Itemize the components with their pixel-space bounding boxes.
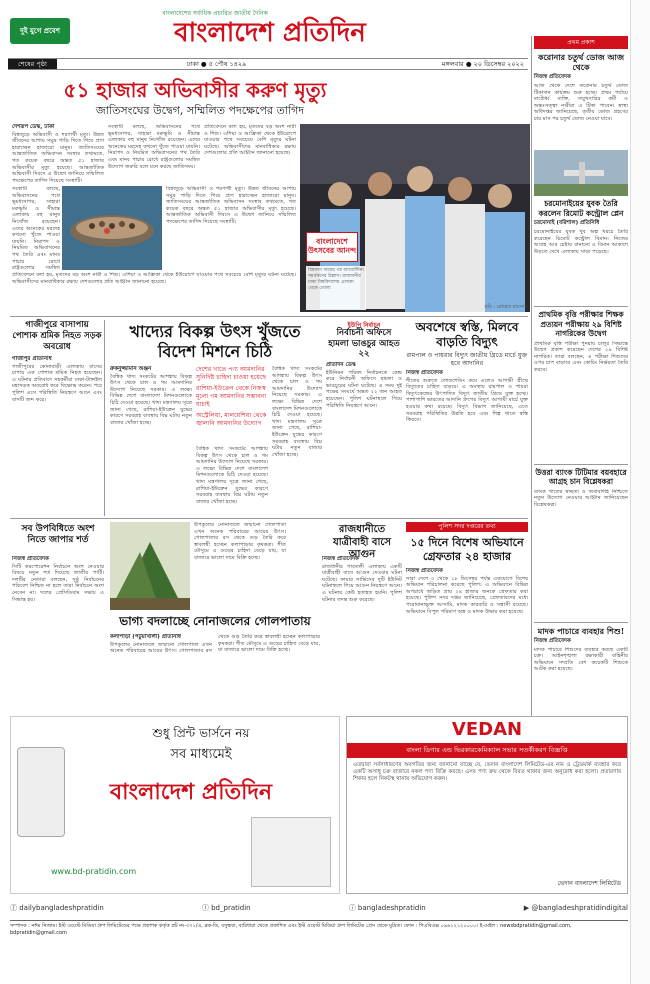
- lead-body-col3: [204, 124, 296, 184]
- police-kicker: [406, 522, 528, 532]
- food-bullet: অস্ট্রেলিয়া, মালয়েশিয়া থেকে জ্বালানি আমদানির উদ্যোগ: [196, 412, 267, 427]
- police-paragraph: সারা দেশে ৩ থেকে ১৮ ডিসেম্বর পর্যন্ত একযোগে বিশেষ অভিযান পরিচালনা করেছে পুলিশ। এ অভিযানে বিভিন্ন অপরাধে জড়িত প্রায় ২৪ হাজার জনকে গ্রেফতার করা হয়েছে। পুলিশ সদর দপ্তর জানিয়েছে, গ্রেফতারদের মধ্যে পরোয়ানাভুক্ত আসামি, মাদক কারবারি ও সন্ত্রাসী রয়েছে। অভিযানে বিপুল পরিমাণ অস্ত্র ও মাদক উদ্ধার করা হয়েছে।: [406, 575, 528, 615]
- golpata-paragraph: উপকূলের নোনাজলে জন্মানো গোলপাতা এখন অনেক পরিবারের আয়ের উৎস। গোলপাতার রস থেকে গুড় তৈরি করে স্বাবলম্বী হচ্ছেন কলাপাড়ার কৃষকরা। শীত মৌসুমে এ গুড়ের চাহিদা বেড়ে যায়, যা বাজারে ভালো দামে বিক্রি হচ্ছে।: [110, 634, 320, 655]
- footer-imprint: [10, 920, 628, 940]
- food-body-col2: [196, 446, 268, 516]
- celebration-box: [306, 232, 358, 262]
- migrant-boat-photo: [62, 186, 162, 270]
- ec-body: [326, 362, 402, 516]
- lead-paragraph: প্রতিবেদনে বলা হয়, মৃতদের বড় অংশ নারী ও শিশু। এশিয়া ও আফ্রিকা থেকে ইউরোপে যাওয়ার পথে সবচেয়ে বেশি মৃত্যুর ঘটনা ঘটেছে। অভিবাসীদের মানবাধিকার রক্ষায় দেশগুলোর প্রতি আহ্বান জানানো হয়েছে।: [204, 124, 296, 157]
- vedan-body: এতদ্বারা সর্বসাধারণের অবগতির জন্য জানানো যাচ্ছে যে, ভেদান বাংলাদেশ লিমিটেড-এর নাম ও ট্রেডমার্ক ব্যবহার করে একটি অসাধু চক্র বাজারে নকল পণ্য বিক্রি করছে। এসব পণ্য ক্রয় থেকে বিরত থাকার জন্য অনুরোধ করা হলো। প্রতারণার শিকার হলে নিকটস্থ থানায় অভিযোগ করুন।: [353, 762, 621, 782]
- lead-paragraph: বিশ্বজুড়ে অভিবাসী ও শরণার্থী মৃত্যু। উন্নত জীবনের আশায় সমুদ্র পাড়ি দিতে গিয়ে প্রাণ হারাচ্ছেন হাজারো মানুষ। জাতিসংঘের আন্তর্জাতিক অভিবাসন সংস্থার তথ্যমতে, গত কয়েক বছরে অন্তত ৫১ হাজার অভিবাসীর মৃত্যু হয়েছে। আন্তর্জাতিক অভিবাসী দিবসে এ উদ্বেগ জানিয়ে সম্মিলিত পদক্ষেপের তাগিদ দিয়েছে সংস্থাটি।: [166, 186, 296, 225]
- golpata-headline[interactable]: ভাগ্য বদলাচ্ছে নোনাজলের গোলপাতায়: [119, 614, 311, 628]
- japa-headline[interactable]: সব উপবিধিতে অংশ নিতে জাপার শর্ত: [21, 524, 95, 545]
- lead-byline: দেশরূপ ডেস্ক, ঢাকা: [12, 124, 55, 130]
- vedan-title: বাংলা ডিগার এন্ড ভিরকারকেমিক্যাল সভার সতর্কীকরণ বিজ্ঞপ্তি: [347, 743, 627, 758]
- police-kicker-text: পুলিশ সদর দপ্তরের তথ্য: [438, 523, 496, 530]
- japa-byline: নিজস্ব প্রতিবেদক: [12, 556, 49, 562]
- sidebar-item4-title[interactable]: উত্তরা ব্যাংক টিটিমার বয়বহারে আগ্রহ চান বিশ্লেষকরা: [535, 467, 627, 486]
- lead-headline[interactable]: ৫১ হাজার অভিবাসীর করুণ মৃত্যু: [63, 78, 327, 102]
- ec-paragraph: ইউনিয়ন পরিষদ নির্বাচনকে কেন্দ্র করে নির্বাচনী অফিসে হামলা ও ভাঙচুরের ঘটনা ঘটেছে। এ সময় দুই পক্ষের সংঘর্ষে অন্তত ২২ জন আহত হয়েছেন। পুলিশ ঘটনাস্থলে গিয়ে পরিস্থিতি নিয়ন্ত্রণে আনে।: [326, 369, 402, 409]
- ec-byline: প্রতিদিন ডেস্ক: [326, 362, 356, 368]
- dateline: ঢাকা ● ৫ পৌষ ১৪২৯: [186, 59, 247, 68]
- instagram-icon: ⓘ: [348, 904, 358, 912]
- police-headline[interactable]: ১৫ দিনে বিশেষ অভিযানে গ্রেফতার ২৪ হাজার: [410, 536, 524, 563]
- golpata-paragraph: উপকূলের নোনাজলে জন্মানো গোলপাতা এখন অনেক পরিবারের আয়ের উৎস। গোলপাতার রস থেকে গুড় তৈরি করে স্বাবলম্বী হচ্ছেন কলাপাড়ার কৃষকরা। শীত মৌসুমে এ গুড়ের চাহিদা বেড়ে যায়, যা বাজারে ভালো দামে বিক্রি হচ্ছে।: [194, 522, 286, 561]
- bus-headline[interactable]: রাজধানীতে যাত্রীবাহী বাসে আগুন: [332, 524, 392, 560]
- celebration-box-text: বাংলাদেশে উৎসবের আনন্দ: [308, 237, 356, 255]
- food-paragraph: বৈশ্বিক খাদ্য সংকটের আশঙ্কায় বিকল্প উৎস থেকে চাল ও গম আমদানির উদ্যোগ নিয়েছে সরকার। এ লক্ষ্যে বিভিন্ন দেশে বাংলাদেশ মিশনগুলোকে চিঠি দেওয়া হয়েছে। খাদ্য মন্ত্রণালয় সূত্রে জানা গেছে, রাশিয়া-ইউক্রেন যুদ্ধের কারণে সরবরাহ ব্যবস্থায় বিঘ্ন ঘটায় নতুন বাজার খোঁজা হচ্ছে।: [110, 373, 192, 426]
- twitter-icon: ⓣ: [201, 904, 212, 912]
- celebration-caption: [306, 266, 366, 310]
- tagline: বাংলাদেশের সর্বাধিক প্রচারিত জাতীয় দৈনিক: [162, 10, 268, 17]
- garment-paragraph: গাজীপুরের কোনাবাড়ী এলাকায় বাসের চাপায় এক পোশাক শ্রমিক নিহত হয়েছেন। এ ঘটনার প্রতিবাদে সহকর্মীরা ঢাকা-টাঙ্গাইল মহাসড়ক অবরোধ করে বিক্ষোভ করেন। পরে পুলিশ এসে পরিস্থিতি নিয়ন্ত্রণে আনে এবং বাসটি জব্দ করে।: [12, 363, 102, 403]
- food-body-col3: [272, 366, 322, 516]
- lead-wrap-right: [166, 186, 296, 270]
- twitter-handle: bd_pratidin: [211, 904, 251, 912]
- sidebar-item5-byline: নিজস্ব প্রতিবেদক: [534, 637, 571, 644]
- boat-illustration: [62, 186, 162, 270]
- food-bullets: [196, 366, 268, 442]
- sidebar-item3-title[interactable]: প্রাথমিক বৃত্তি পরীক্ষার শিক্ষক প্রত্যয়ন পরীক্ষায় ২৯ বিশিষ্ট নাগরিকের উদ্বেগ: [538, 310, 624, 338]
- sidebar-item1-body: আজ থেকে দেশে করোনার চতুর্থ ডোজ টিকাদান কার্যক্রম শুরু হচ্ছে। প্রথম পর্যায়ে ষাটোর্ধ্ব ব্যক্তি, সম্মুখসারির কর্মী ও অন্তঃসত্ত্বা নারীরা এ টিকা পাবেন। স্বাস্থ্য অধিদপ্তর জানিয়েছে, তৃতীয় ডোজ গ্রহণের চার মাস পর চতুর্থ ডোজ নেওয়া যাবে।: [534, 83, 628, 122]
- police-body: [406, 568, 528, 712]
- masthead-logo[interactable]: বাংলাদেশ প্রতিদিন: [174, 18, 366, 48]
- palm-illustration: [110, 522, 190, 610]
- power-byline: নিজস্ব প্রতিবেদক: [406, 370, 443, 376]
- promo-devices: [251, 817, 331, 887]
- lead-wrap-left: [12, 186, 60, 270]
- anniversary-text: দুই যুগে প্রবেশ: [20, 27, 60, 35]
- sidebar-tag: প্রথম প্রকাশ: [534, 36, 628, 49]
- police-byline: নিজস্ব প্রতিবেদক: [406, 568, 443, 574]
- promo-logo: বাংলাদেশ প্রতিদিন: [109, 779, 273, 805]
- bus-byline: নিজস্ব প্রতিবেদক: [322, 556, 359, 562]
- food-bullet: রাশিয়া-ইউক্রেন থেকে নিজস্ব মূল্যে গম আমদানির সম্ভাবনা যাচাই: [196, 385, 266, 408]
- youtube-icon: ▶: [523, 904, 532, 912]
- twitter-link[interactable]: [202, 903, 251, 913]
- sidebar: [534, 36, 628, 756]
- food-paragraph: বৈশ্বিক খাদ্য সংকটের আশঙ্কায় বিকল্প উৎস থেকে চাল ও গম আমদানির উদ্যোগ নিয়েছে সরকার। এ লক্ষ্যে বিভিন্ন দেশে বাংলাদেশ মিশনগুলোকে চিঠি দেওয়া হয়েছে। খাদ্য মন্ত্রণালয় সূত্রে জানা গেছে, রাশিয়া-ইউক্রেন যুদ্ধের কারণে সরবরাহ ব্যবস্থায় বিঘ্ন ঘটায় নতুন বাজার খোঁজা হচ্ছে।: [272, 366, 322, 458]
- power-subhead: রামপাল ও পায়রার বিদ্যুৎ জাতীয় গ্রিডে মার্চে যুক্ত হবে আদানির: [406, 352, 528, 367]
- sidebar-item2-byline: চরমোনাই (বরিশাল) প্রতিনিধি: [534, 220, 600, 226]
- column-divider: [104, 320, 105, 516]
- vedan-signature: ভেদান বাংলাদেশ লিমিটেড: [557, 880, 621, 887]
- photo-caption: বিশ্বকাপ জয়ের পর আর্জেন্টিনা সমর্থকদের উল্লাস। রাজধানীর ঢাকা বিশ্ববিদ্যালয় এলাকা থেকে তোলা: [308, 268, 364, 291]
- golpata-byline: কলাপাড়া (পটুয়াখালী) প্রতিনিধি: [110, 634, 182, 640]
- food-body-col1: [110, 366, 192, 516]
- lead-body-col2: [108, 124, 200, 184]
- power-body: [406, 370, 528, 516]
- promo-url[interactable]: www.bd-pratidin.com: [51, 867, 137, 876]
- facebook-icon: ⓕ: [10, 904, 20, 912]
- vedan-brand: VEDAN: [451, 719, 523, 740]
- lead-body-col1: [12, 124, 104, 184]
- sidebar-item2-title[interactable]: চরমোনাইয়ের যুবক তৈরি করলেন রিমোট কন্ট্রোল প্লেন: [538, 199, 624, 218]
- promo-phone: [17, 747, 65, 837]
- lead-subhead: জাতিসংঘের উদ্বেগ, সম্মিলিত পদক্ষেপের তাগিদ: [95, 104, 305, 117]
- garment-headline[interactable]: গাজীপুরে বাসাপায় পোশাক শ্রমিক নিহত সড়ক অবরোধ: [12, 320, 102, 352]
- lead-divider: [10, 316, 528, 317]
- promo-ad[interactable]: [10, 716, 340, 894]
- lead-paragraph: সংস্থাটি বলছে, অভিবাসনের পথে ভূমধ্যসাগর, সাহারা মরুভূমি ও সীমান্ত এলাকায় বহু মানুষ নিখোঁজ রয়েছেন। এদের অনেকের মরদেহ কখনো খুঁজে পাওয়া যায়নি। নিরাপদ ও নিয়মিত অভিবাসনের পথ তৈরি এবং মানব পাচার রোধে রাষ্ট্রগুলোর সমন্বিত: [12, 186, 60, 270]
- ec-kicker: ইউপি নির্বাচন: [347, 322, 381, 329]
- sidebar-item3-body: প্রাথমিক বৃত্তি পরীক্ষা পুনরায় চালুর সিদ্ধান্তে উদ্বেগ প্রকাশ করেছেন দেশের ২৯ বিশিষ্ট নাগরিক। তারা বলছেন, এ পরীক্ষা শিশুদের ওপর চাপ বাড়াবে এবং কোচিং নির্ভরতা তৈরি করবে।: [534, 340, 628, 373]
- date-bar: [8, 58, 528, 70]
- power-paragraph: শীতের শুরুতে লোডশেডিং কমে এলেও আগামী গ্রীষ্মে বিদ্যুতের চাহিদা বাড়বে। এ অবস্থায় রামপাল ও পায়রা বিদ্যুৎকেন্দ্রের উৎপাদিত বিদ্যুৎ জাতীয় গ্রিডে যুক্ত হচ্ছে। পাশাপাশি ভারতের আদানি গ্রুপের বিদ্যুৎ আগামী মার্চে যুক্ত হওয়ার কথা রয়েছে। বিদ্যুৎ বিভাগ জানিয়েছে, এতে সরবরাহ পরিস্থিতির উন্নতি হবে এবং শিল্প খাতে স্বস্তি ফিরবে।: [406, 377, 528, 424]
- sidebar-item5-title[interactable]: মাদক পাচারে ব্যবহার শিশু!: [537, 625, 625, 636]
- sidebar-item1-title[interactable]: করোনার চতুর্থ ডোজ আজ থেকে: [538, 52, 624, 72]
- japa-paragraph: সিটি করপোরেশন নির্বাচনে অংশ নেওয়ার বিষয়ে নতুন শর্ত দিয়েছে জাতীয় পার্টি। দলটির নেতারা বলছেন, সুষ্ঠু নির্বাচনের পরিবেশ নিশ্চিত না হলে তারা নির্বাচনে অংশ নেবেন না। দলের প্রেসিডিয়াম সভায় এ সিদ্ধান্ত হয়।: [12, 563, 104, 603]
- sidebar-item1-byline: নিজস্ব প্রতিবেদক: [534, 74, 571, 80]
- photo-credit: ছবি : রোহেত রাসেল: [484, 304, 526, 310]
- promo-line2: সব মাধ্যমেই: [170, 747, 232, 762]
- food-paragraph: বৈশ্বিক খাদ্য সংকটের আশঙ্কায় বিকল্প উৎস থেকে চাল ও গম আমদানির উদ্যোগ নিয়েছে সরকার। এ লক্ষ্যে বিভিন্ন দেশে বাংলাদেশ মিশনগুলোকে চিঠি দেওয়া হয়েছে। খাদ্য মন্ত্রণালয় সূত্রে জানা গেছে, রাশিয়া-ইউক্রেন যুদ্ধের কারণে সরবরাহ ব্যবস্থায় বিঘ্ন ঘটায় নতুন বাজার খোঁজা হচ্ছে।: [196, 446, 268, 505]
- golpata-side-text: [194, 522, 286, 610]
- garment-body: [12, 356, 102, 516]
- day-date: মঙ্গলবার ● ২০ ডিসেম্বর ২০২২: [441, 59, 524, 68]
- facebook-handle: dailybangladeshpratidin: [19, 904, 104, 912]
- page-spine: [630, 0, 650, 984]
- lead-paragraph: সংস্থাটি বলছে, অভিবাসনের পথে ভূমধ্যসাগর, সাহারা মরুভূমি ও সীমান্ত এলাকায় বহু মানুষ নিখোঁজ রয়েছেন। এদের অনেকের মরদেহ কখনো খুঁজে পাওয়া যায়নি। নিরাপদ ও নিয়মিত অভিবাসনের পথ তৈরি এবং মানব পাচার রোধে রাষ্ট্রগুলোর সমন্বিত উদ্যোগ জরুরি বলে মনে করছে জাতিসংঘ।: [108, 124, 200, 170]
- food-headline[interactable]: খাদ্যের বিকল্প উৎস খুঁজতে বিদেশ মিশনে চিঠি: [129, 322, 301, 361]
- bus-paragraph: রাজধানীর গাবতলী এলাকায় একটি যাত্রীবাহী বাসে আগুন দেওয়ার ঘটনা ঘটেছে। ফায়ার সার্ভিসের দুটি ইউনিট ঘটনাস্থলে গিয়ে আগুন নিয়ন্ত্রণে আনে। এ ঘটনায় কেউ হতাহত হয়নি। পুলিশ ঘটনার তদন্ত শুরু করেছে।: [322, 563, 402, 603]
- golpata-body: [110, 634, 320, 712]
- rc-plane-illustration: [534, 150, 628, 196]
- golpata-photo: [110, 522, 190, 610]
- youtube-handle: @bangladeshpratidindigital: [531, 904, 628, 912]
- anniversary-ribbon: [10, 18, 70, 44]
- sidebar-divider: [531, 36, 532, 756]
- garment-byline: গাজীপুর প্রতিনিধি: [12, 356, 52, 362]
- japa-body: [12, 556, 104, 712]
- ec-headline[interactable]: নির্বাচনী অফিসে হামলা ভাঙচুর আহত ২২: [328, 328, 400, 359]
- sidebar-item5-body: মাদক পাচারে শিশুদের ব্যবহার করছে একটি চক্র। আইনশৃঙ্খলা রক্ষাকারী বাহিনীর অভিযানে সম্প্রতি বেশ কয়েকটি শিশুকে আটক করা হয়েছে।: [534, 646, 628, 673]
- sidebar-item2-body: চরমোনাইয়ের যুবক খুব অল্প খরচে তৈরি করেছেন রিমোট কন্ট্রোল বিমান। নিজের আগ্রহ আর চেষ্টায় বানানো এ বিমান আকাশে উড়তে দেখে এলাকায় সাড়া পড়েছে।: [534, 229, 628, 255]
- instagram-handle: bangladeshpratidin: [357, 904, 426, 912]
- lead-paragraph: প্রতিবেদনে বলা হয়, মৃতদের বড় অংশ নারী ও শিশু। এশিয়া ও আফ্রিকা থেকে ইউরোপে যাওয়ার পথে সবচেয়ে বেশি মৃত্যুর ঘটনা ঘটেছে। অভিবাসীদের মানবাধিকার রক্ষায় দেশগুলোর প্রতি আহ্বান জানানো হয়েছে।: [12, 272, 296, 285]
- promo-line1: শুধু প্রিন্ট ভার্সনে নয়: [152, 726, 250, 740]
- section-label: শেষের পৃষ্ঠা: [8, 59, 57, 69]
- lead-bottom-text: [12, 272, 296, 316]
- rc-plane-photo: [534, 150, 628, 196]
- food-byline: রুকনুজ্জামান অঞ্জন: [110, 366, 152, 372]
- bus-body: [322, 556, 402, 712]
- vedan-ad[interactable]: [346, 716, 628, 894]
- sidebar-item4-body: ব্যাংক খাতের স্বচ্ছতা ও জবাবদিহি নিশ্চিতে নতুন উদ্যোগ নেওয়ার আহ্বান জানিয়েছেন বিশ্লেষকরা।: [534, 488, 628, 508]
- mid-divider: [10, 518, 528, 519]
- imprint-text: সম্পাদক : নঈম নিজাম। ইস্ট ওয়েস্ট মিডিয়া গ্রুপ লিমিটেডের পক্ষে প্রকাশক কর্তৃক প্লট নং-৩৭১/এ, ব্লক-ডি, বসুন্ধরা, বারিধারা থেকে প্রকাশিত এবং ইস্ট ওয়েস্ট মিডিয়া গ্রুপ লিমিটেড প্রেস থেকে মুদ্রিত। ফোন : পিএবিএক্স ০৯৬১২১২০০০০। ই-মেইল : newsbdpratidin@gmail.com, bdpratidin@gmail.com: [10, 923, 572, 936]
- facebook-link[interactable]: [10, 903, 104, 913]
- social-row: [10, 900, 628, 916]
- instagram-link[interactable]: [349, 903, 426, 913]
- power-headline[interactable]: অবশেষে স্বস্তি, মিলবে বাড়তি বিদ্যুৎ: [415, 320, 519, 349]
- food-bullet: দেশের খাতে পণ্য আমদানির সুনির্দিষ্ট চাহিদা চাওয়া হয়েছে: [196, 366, 267, 381]
- lead-paragraph: বিশ্বজুড়ে অভিবাসী ও শরণার্থী মৃত্যু। উন্নত জীবনের আশায় সমুদ্র পাড়ি দিতে গিয়ে প্রাণ হারাচ্ছেন হাজারো মানুষ। জাতিসংঘের আন্তর্জাতিক অভিবাসন সংস্থার তথ্যমতে, গত কয়েক বছরে অন্তত ৫১ হাজার অভিবাসীর মৃত্যু হয়েছে। আন্তর্জাতিক অভিবাসী দিবসে এ উদ্বেগ জানিয়ে সম্মিলিত পদক্ষেপের তাগিদ দিয়েছে সংস্থাটি।: [12, 131, 104, 184]
- youtube-link[interactable]: [524, 904, 628, 912]
